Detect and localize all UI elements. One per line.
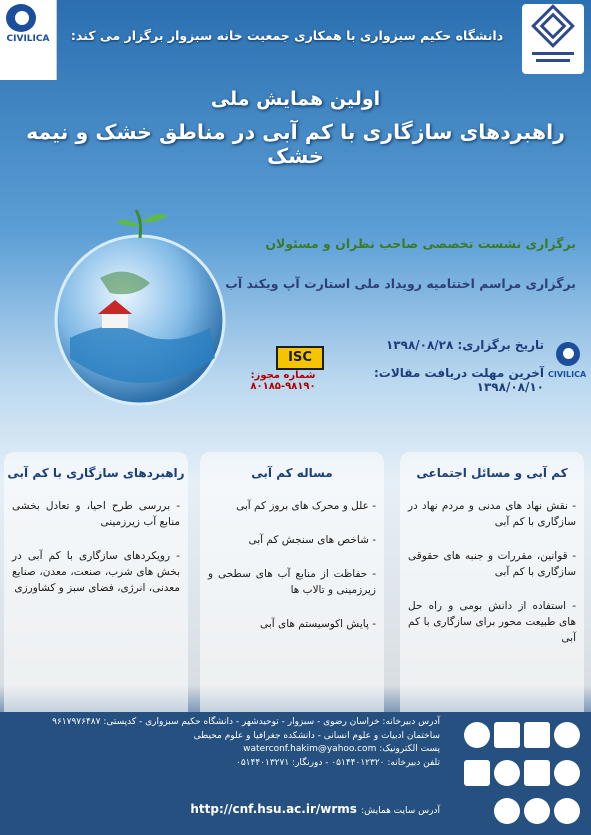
list-item: - علل و محرک های بروز کم آبی [236, 500, 376, 512]
license-label: شماره مجوز: [250, 370, 316, 381]
event-date [344, 338, 544, 352]
list-item: - قوانین، مقررات و جنبه های حقوقی سازگاری با کم آبی [408, 550, 576, 578]
contact-info [52, 716, 440, 770]
column-title: راهبردهای سازگاری با کم آبی [7, 466, 185, 480]
topic-column-strategies [4, 452, 188, 714]
sponsor-logo-icon [524, 798, 550, 824]
site-label: آدرس سایت همایش: [361, 806, 440, 816]
list-item: - پایش اکوسیستم های آبی [260, 618, 376, 630]
list-item: - حفاظت از منابع آب های سطحی و زیرزمینی و تالاب ها [208, 568, 376, 596]
sponsor-logo-icon [524, 722, 550, 748]
civilica-mid-badge [548, 342, 586, 400]
sponsor-logos [440, 720, 586, 830]
list-item: - استفاده از دانش بومی و راه حل های طبیعت محور برای سازگاری با کم آبی [408, 600, 576, 644]
sponsor-logo-icon [554, 722, 580, 748]
conference-website [130, 802, 440, 816]
civilica-label: CIVILICA [548, 370, 587, 379]
conference-title-line-1: اولین همایش ملی [210, 88, 381, 110]
email-line[interactable]: پست الکترونیک: waterconf.hakim@yahoo.com [243, 744, 440, 754]
event-item-expert-session: برگزاری نشست تخصصی صاحب نظران و مسئولان [265, 236, 576, 251]
isc-logo-icon: ISC [276, 346, 324, 370]
topic-column-social [400, 452, 584, 714]
phone-line: تلفن دبیرخانه: ۰۵۱۴۴۰۱۲۳۲۰ - دورنگار: ۰۵۱۴۴۰۱۳۲۷۱ [236, 757, 440, 768]
sponsor-logo-icon [554, 760, 580, 786]
university-emblem-icon [522, 4, 584, 74]
sponsor-logo-icon [464, 760, 490, 786]
address-line-2: ساختمان ادبیات و علوم انسانی - دانشکده جغرافیا و علوم محیطی [193, 730, 440, 741]
event-item-startup-weekend: برگزاری مراسم اختتامیه رویداد ملی استارت آپ ویکند آب [225, 276, 576, 291]
deadline-label: آخرین مهلت دریافت مقالات: [373, 366, 544, 380]
civilica-logo-icon [6, 4, 36, 32]
sponsor-logo-icon [524, 760, 550, 786]
deadline-value: ۱۳۹۸/۰۸/۱۰ [476, 380, 544, 394]
civilica-logo-icon [556, 342, 580, 366]
submission-deadline [330, 366, 544, 394]
list-item: - رویکردهای سازگاری با کم آبی در بخش های شرب، صنعت، معدن، صنایع معدنی، انرژی، فضای سبز و کشاورزی [12, 550, 180, 594]
isc-license-number [222, 370, 344, 392]
date-value: ۱۳۹۸/۰۸/۲۸ [385, 338, 454, 352]
sponsor-logo-icon [464, 722, 490, 748]
sponsor-logo-icon [494, 760, 520, 786]
sponsor-logo-icon [494, 798, 520, 824]
conference-title-line-2: راهبردهای سازگاری با کم آبی در مناطق خشک و نیمه خشک [26, 120, 565, 168]
topic-column-water-issue [200, 452, 384, 714]
license-value: ۹۸۱۹۰-۸۰۱۸۵ [250, 381, 316, 392]
list-item: - شاخص های سنجش کم آبی [248, 534, 376, 546]
list-item: - بررسی طرح احیا، و تعادل بخشی منابع آب زیرزمینی [12, 500, 180, 528]
sponsor-logo-icon [554, 798, 580, 824]
civilica-label: CIVILICA [6, 34, 50, 44]
site-url-link[interactable]: http://cnf.hsu.ac.ir/wrms [190, 802, 357, 816]
globe-illustration-icon [40, 208, 240, 408]
date-label: تاریخ برگزاری: [457, 338, 544, 352]
column-title: کم آبی و مسائل اجتماعی [416, 466, 568, 480]
organizer-line: دانشگاه حکیم سبزواری با همکاری جمعیت خانه سبزوار برگزار می کند: [70, 28, 504, 43]
sponsor-logo-icon [494, 722, 520, 748]
column-title: مساله کم آبی [251, 466, 333, 480]
list-item: - نقش نهاد های مدنی و مردم نهاد در سازگاری با کم آبی [408, 500, 576, 528]
address-line-1: آدرس دبیرخانه: خراسان رضوی - سبزوار - توحیدشهر - دانشگاه حکیم سبزواری - کدپستی: ۹۶۱۷۹۷۶۴۸۷ [52, 717, 440, 727]
